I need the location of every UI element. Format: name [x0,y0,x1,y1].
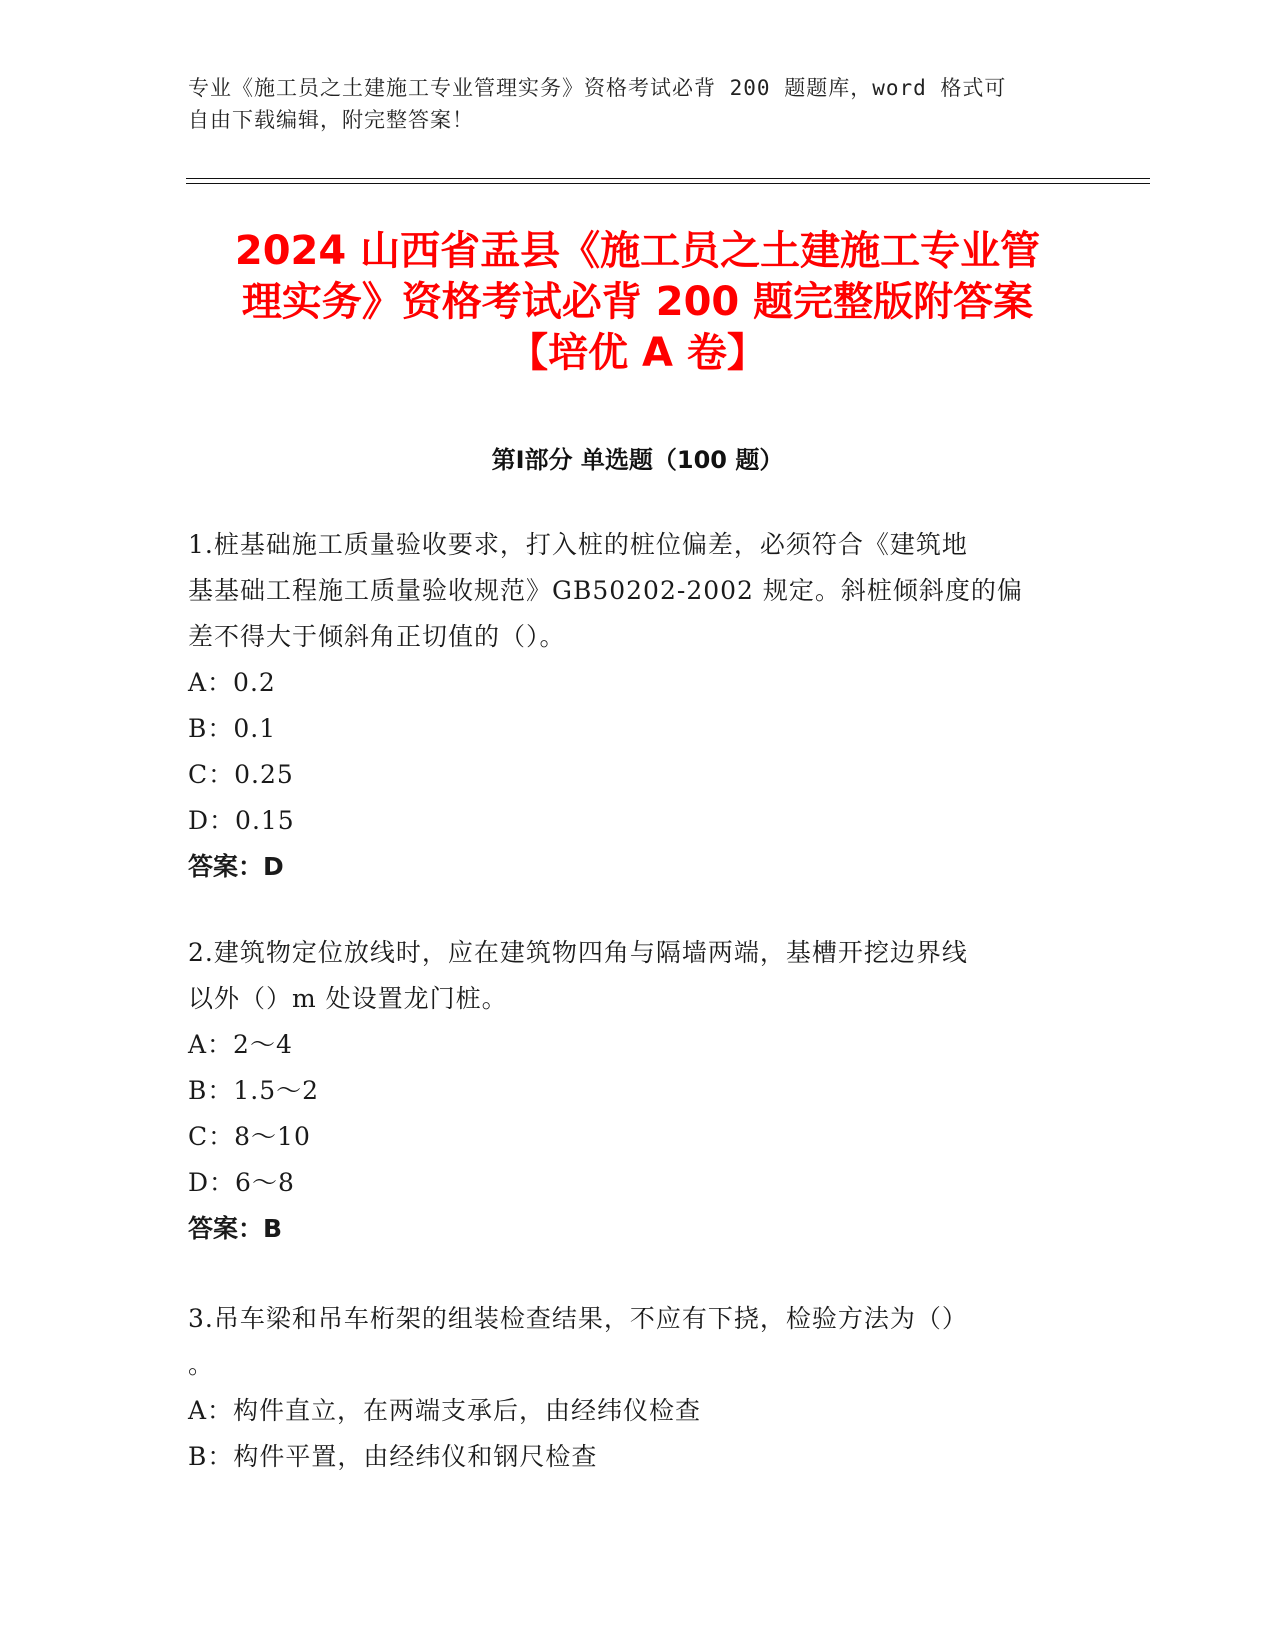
question-2 [188,930,1068,1252]
stem-line: 2.建筑物定位放线时，应在建筑物四角与隔墙两端，基槽开挖边界线 [188,938,968,967]
option-b: B：构件平置，由经纬仪和钢尺检查 [188,1442,598,1471]
title-line: 2024 山西省盂县《施工员之土建施工专业管 [234,228,1041,274]
option-c: C：8～10 [188,1122,311,1151]
document-title [150,226,1125,379]
title-line: 理实务》资格考试必背 200 题完整版附答案 [241,279,1034,325]
question-stem [188,522,1068,660]
answer: 答案：D [188,852,284,881]
stem-line: 。 [188,1350,215,1379]
option-c: C：0.25 [188,760,294,789]
question-stem [188,1296,1068,1388]
header-divider-bottom [186,183,1150,184]
question-3 [188,1296,1068,1480]
header-note-line: 专业《施工员之土建施工专业管理实务》资格考试必背 200 题题库，word 格式可 [188,76,1007,100]
option-b: B：0.1 [188,714,277,743]
option-a: A：构件直立，在两端支承后，由经纬仪检查 [188,1396,702,1425]
stem-line: 3.吊车梁和吊车桁架的组装检查结果，不应有下挠，检验方法为（） [188,1304,968,1333]
title-line: 【培优 A 卷】 [508,330,767,376]
stem-line: 基基础工程施工质量验收规范》GB50202-2002 规定。斜桩倾斜度的偏 [188,576,1023,605]
stem-line: 以外（）m 处设置龙门桩。 [188,984,508,1013]
option-b: B：1.5～2 [188,1076,320,1105]
answer: 答案：B [188,1214,283,1243]
option-d: D：0.15 [188,806,295,835]
header-divider-top [186,178,1150,179]
stem-line: 1.桩基础施工质量验收要求，打入桩的桩位偏差，必须符合《建筑地 [188,530,968,559]
question-stem [188,930,1068,1022]
option-a: A：2～4 [188,1030,293,1059]
header-note-line: 自由下载编辑，附完整答案！ [188,108,474,132]
section-heading: 第Ⅰ部分 单选题（100 题） [491,446,784,474]
header-note [188,72,1068,136]
option-d: D：6～8 [188,1168,295,1197]
question-1 [188,522,1068,890]
option-a: A：0.2 [188,668,276,697]
stem-line: 差不得大于倾斜角正切值的（）。 [188,622,566,651]
